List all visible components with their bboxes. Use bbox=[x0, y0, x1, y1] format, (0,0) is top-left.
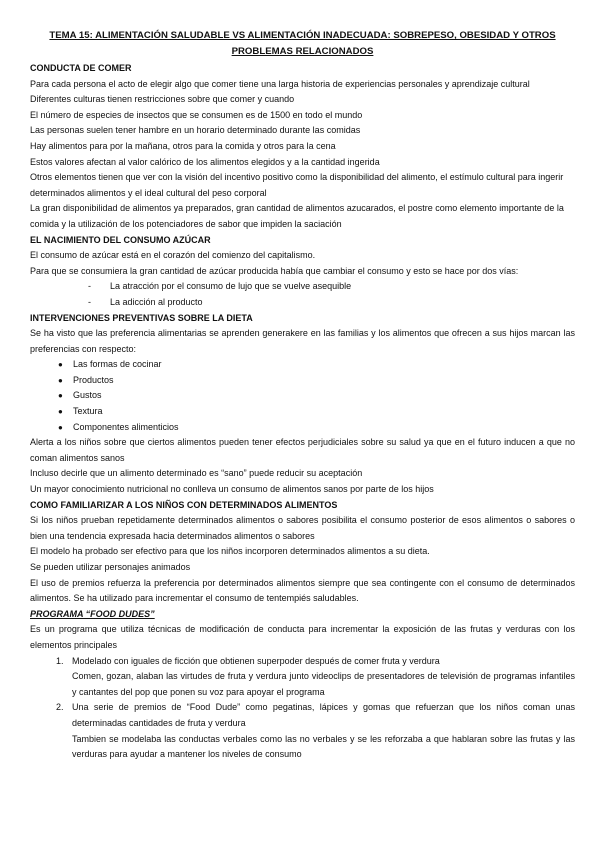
list-item-description: Comen, gozan, alaban las virtudes de fruta y verdura junto videoclips de presentadores de televisión de programas infantiles y cantantes del pop que ponen su voz para apoyar el programa bbox=[72, 671, 575, 697]
list-item-title: Una serie de premios de “Food Dude” como pegatinas, lápices y gomas que refuerzan que los niños coman unas determinadas cantidades de fruta y verdura bbox=[72, 702, 575, 728]
paragraph: Otros elementos tienen que ver con la visión del incentivo positivo como la disponibilidad del alimento, el estímulo cultural para ingerir determinados alimentos y el ideal cultural del peso corporal bbox=[30, 172, 564, 198]
paragraph: Hay alimentos para por la mañana, otros para la comida y otros para la cena bbox=[30, 140, 336, 151]
list-item: - La adicción al producto bbox=[88, 295, 575, 311]
paragraph: Si los niños prueban repetidamente determinados alimentos o sabores posibilita el consumo posterior de esos alimentos o sabores o bien una tendencia expresada hacia determinados alimentos o sabores bbox=[30, 515, 575, 541]
list-item-title: Modelado con iguales de ficción que obtienen superpoder después de comer fruta y verdura bbox=[72, 655, 440, 666]
paragraph: El consumo de azúcar está en el corazón del comienzo del capitalismo. bbox=[30, 250, 316, 261]
section-heading-conducta: CONDUCTA DE COMER bbox=[30, 63, 132, 73]
section-heading-azucar: EL NACIMIENTO DEL CONSUMO AZÚCAR bbox=[30, 234, 211, 245]
document-page bbox=[30, 28, 575, 763]
list-item: ● Componentes alimenticios bbox=[58, 420, 575, 436]
paragraph: Las personas suelen tener hambre en un horario determinado durante las comidas bbox=[30, 125, 361, 136]
numbered-list bbox=[30, 654, 575, 763]
paragraph: El modelo ha probado ser efectivo para que los niños incorporen determinados alimentos a su dieta. bbox=[30, 546, 430, 557]
paragraph: Se ha visto que las preferencia alimentarias se aprenden generakere en las familias y los alimentos que ofrecen a sus hijos marcan las preferencias con respecto: bbox=[30, 328, 575, 354]
subheading-food-dudes: PROGRAMA “FOOD DUDES” bbox=[30, 608, 155, 619]
paragraph: Para cada persona el acto de elegir algo que comer tiene una larga historia de experiencias personales y aprendizaje cultural bbox=[30, 78, 530, 89]
paragraph: Incluso decirle que un alimento determinado es “sano” puede reducir su aceptación bbox=[30, 468, 363, 479]
paragraph: Para que se consumiera la gran cantidad de azúcar producida había que cambiar el consumo y esto se hace por dos vías: bbox=[30, 265, 519, 276]
paragraph: El número de especies de insectos que se consumen es de 1500 en todo el mundo bbox=[30, 109, 363, 120]
paragraph: Se pueden utilizar personajes animados bbox=[30, 562, 191, 572]
list-item: ● Las formas de cocinar bbox=[58, 357, 575, 373]
paragraph: La gran disponibilidad de alimentos ya preparados, gran cantidad de alimentos azucarados, el postre como elemento importante de la comida y la utilización de los potenciadores de sabor que impiden la saciación bbox=[30, 203, 564, 229]
document-title: TEMA 15: ALIMENTACIÓN SALUDABLE VS ALIMENTACIÓN INADECUADA: SOBREPESO, OBESIDAD Y OTROS PROBLEMAS RELACIONADOS bbox=[49, 30, 556, 57]
list-item: ● Gustos bbox=[58, 388, 575, 404]
list-item bbox=[56, 654, 575, 701]
section-heading-intervenciones: INTERVENCIONES PREVENTIVAS SOBRE LA DIETA bbox=[30, 312, 253, 323]
paragraph: Alerta a los niños sobre que ciertos alimentos pueden tener efectos perjudiciales sobre su salud ya que en el futuro inducen a que no coman alimentos sanos bbox=[30, 437, 575, 463]
paragraph: Un mayor conocimiento nutricional no conlleva un consumo de alimentos sanos por parte de los hijos bbox=[30, 484, 434, 495]
list-item: ● Textura bbox=[58, 404, 575, 420]
list-item: - La atracción por el consumo de lujo que se vuelve asequible bbox=[88, 279, 575, 295]
list-number: 2. bbox=[56, 702, 64, 713]
list-number: 1. bbox=[56, 655, 64, 666]
list-item-description: Tambien se modelaba las conductas verbales como las no verbales y se les reforzaba a que hablaran sobre las frutas y las verduras para ayudar a mantener los niveles de consumo bbox=[72, 733, 575, 760]
section-heading-familiarizar: COMO FAMILIARIZAR A LOS NIÑOS CON DETERMINADOS ALIMENTOS bbox=[30, 499, 338, 510]
paragraph: El uso de premios refuerza la preferencia por determinados alimentos siempre que sea contingente con el consumo de determinados alimentos. Se ha utilizado para incrementar el consumo de tentempiés saludables. bbox=[30, 577, 575, 604]
bullet-list bbox=[30, 357, 575, 435]
paragraph: Diferentes culturas tienen restricciones sobre que comer y cuando bbox=[30, 94, 295, 105]
paragraph: Es un programa que utiliza técnicas de modificación de conducta para incrementar la exposición de las frutas y verduras con los elementos principales bbox=[30, 624, 575, 650]
paragraph: Estos valores afectan al valor calórico de los alimentos elegidos y a la cantidad ingerida bbox=[30, 156, 380, 167]
list-item: ● Productos bbox=[58, 373, 575, 389]
dash-list bbox=[30, 279, 575, 310]
list-item bbox=[56, 700, 575, 762]
